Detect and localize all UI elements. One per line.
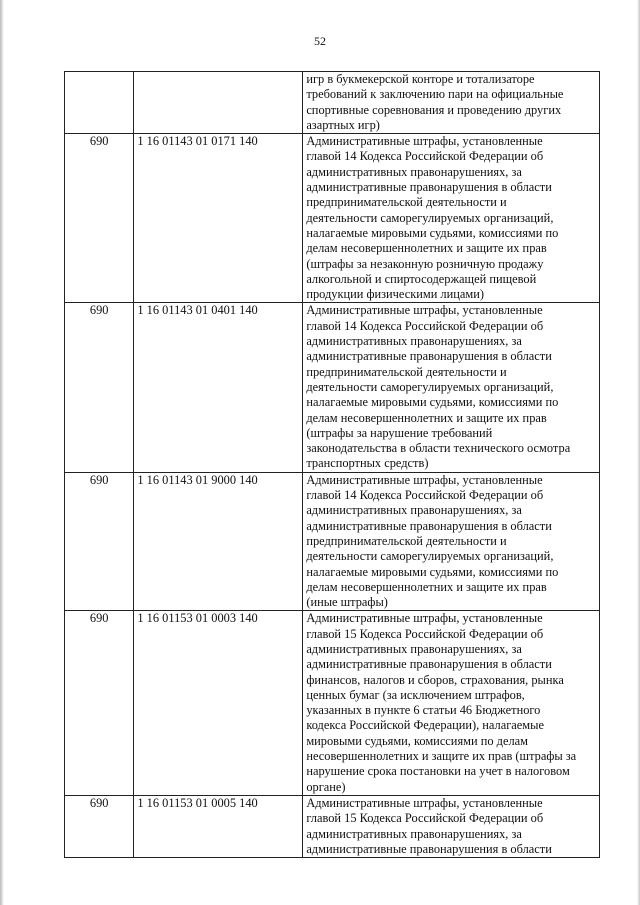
table-row <box>65 472 600 611</box>
admin-code-cell: 690 <box>65 611 134 796</box>
kbk-table <box>64 71 600 858</box>
admin-code-cell: 690 <box>65 472 134 611</box>
admin-code-cell: 690 <box>65 303 134 472</box>
description-cell: Административные штрафы, установленные главой 15 Кодекса Российской Федерации об административных правонарушениях, за административные правонарушения в области финансов, налогов и сборов, страхования, рынка ценных бумаг (за исключением штрафов, указанных в пункте 6 статьи 46 Бюджетного кодекса Российской Федерации), налагаемые мировыми судьями, комиссиями по делам несовершеннолетних и защите их прав (штрафы за нарушение срока постановки на учет в налоговом органе) <box>303 611 600 796</box>
scan-edge-left <box>0 0 4 905</box>
table-row <box>65 134 600 303</box>
description-cell: Административные штрафы, установленные главой 14 Кодекса Российской Федерации об административных правонарушениях, за административные правонарушения в области предпринимательской деятельности и деятельности саморегулируемых организаций, налагаемые мировыми судьями, комиссиями по делам несовершеннолетних и защите их прав (штрафы за нарушение требований законодательства в области технического осмотра транспортных средств) <box>303 303 600 472</box>
admin-code-cell: 690 <box>65 795 134 857</box>
table-row <box>65 72 600 134</box>
kbk-code-cell: 1 16 01153 01 0003 140 <box>134 611 303 796</box>
kbk-code-cell <box>134 72 303 134</box>
page-number: 52 <box>314 34 326 48</box>
table-row <box>65 303 600 472</box>
table-row <box>65 611 600 796</box>
admin-code-cell: 690 <box>65 134 134 303</box>
kbk-code-cell: 1 16 01143 01 0401 140 <box>134 303 303 472</box>
description-cell: игр в букмекерской конторе и тотализаторе требований к заключению пари на официальные спортивные соревнования и проведению других азартных игр) <box>303 72 600 134</box>
description-cell: Административные штрафы, установленные главой 15 Кодекса Российской Федерации об административных правонарушениях, за административные правонарушения в области <box>303 795 600 857</box>
kbk-code-cell: 1 16 01143 01 9000 140 <box>134 472 303 611</box>
admin-code-cell <box>65 72 134 134</box>
table-row <box>65 795 600 857</box>
kbk-code-cell: 1 16 01153 01 0005 140 <box>134 795 303 857</box>
description-cell: Административные штрафы, установленные главой 14 Кодекса Российской Федерации об административных правонарушениях, за административные правонарушения в области предпринимательской деятельности и деятельности саморегулируемых организаций, налагаемые мировыми судьями, комиссиями по делам несовершеннолетних и защите их прав (штрафы за незаконную розничную продажу алкогольной и спиртосодержащей пищевой продукции физическими лицами) <box>303 134 600 303</box>
description-cell: Административные штрафы, установленные главой 14 Кодекса Российской Федерации об административных правонарушениях, за административные правонарушения в области предпринимательской деятельности и деятельности саморегулируемых организаций, налагаемые мировыми судьями, комиссиями по делам несовершеннолетних и защите их прав (иные штрафы) <box>303 472 600 611</box>
kbk-code-cell: 1 16 01143 01 0171 140 <box>134 134 303 303</box>
